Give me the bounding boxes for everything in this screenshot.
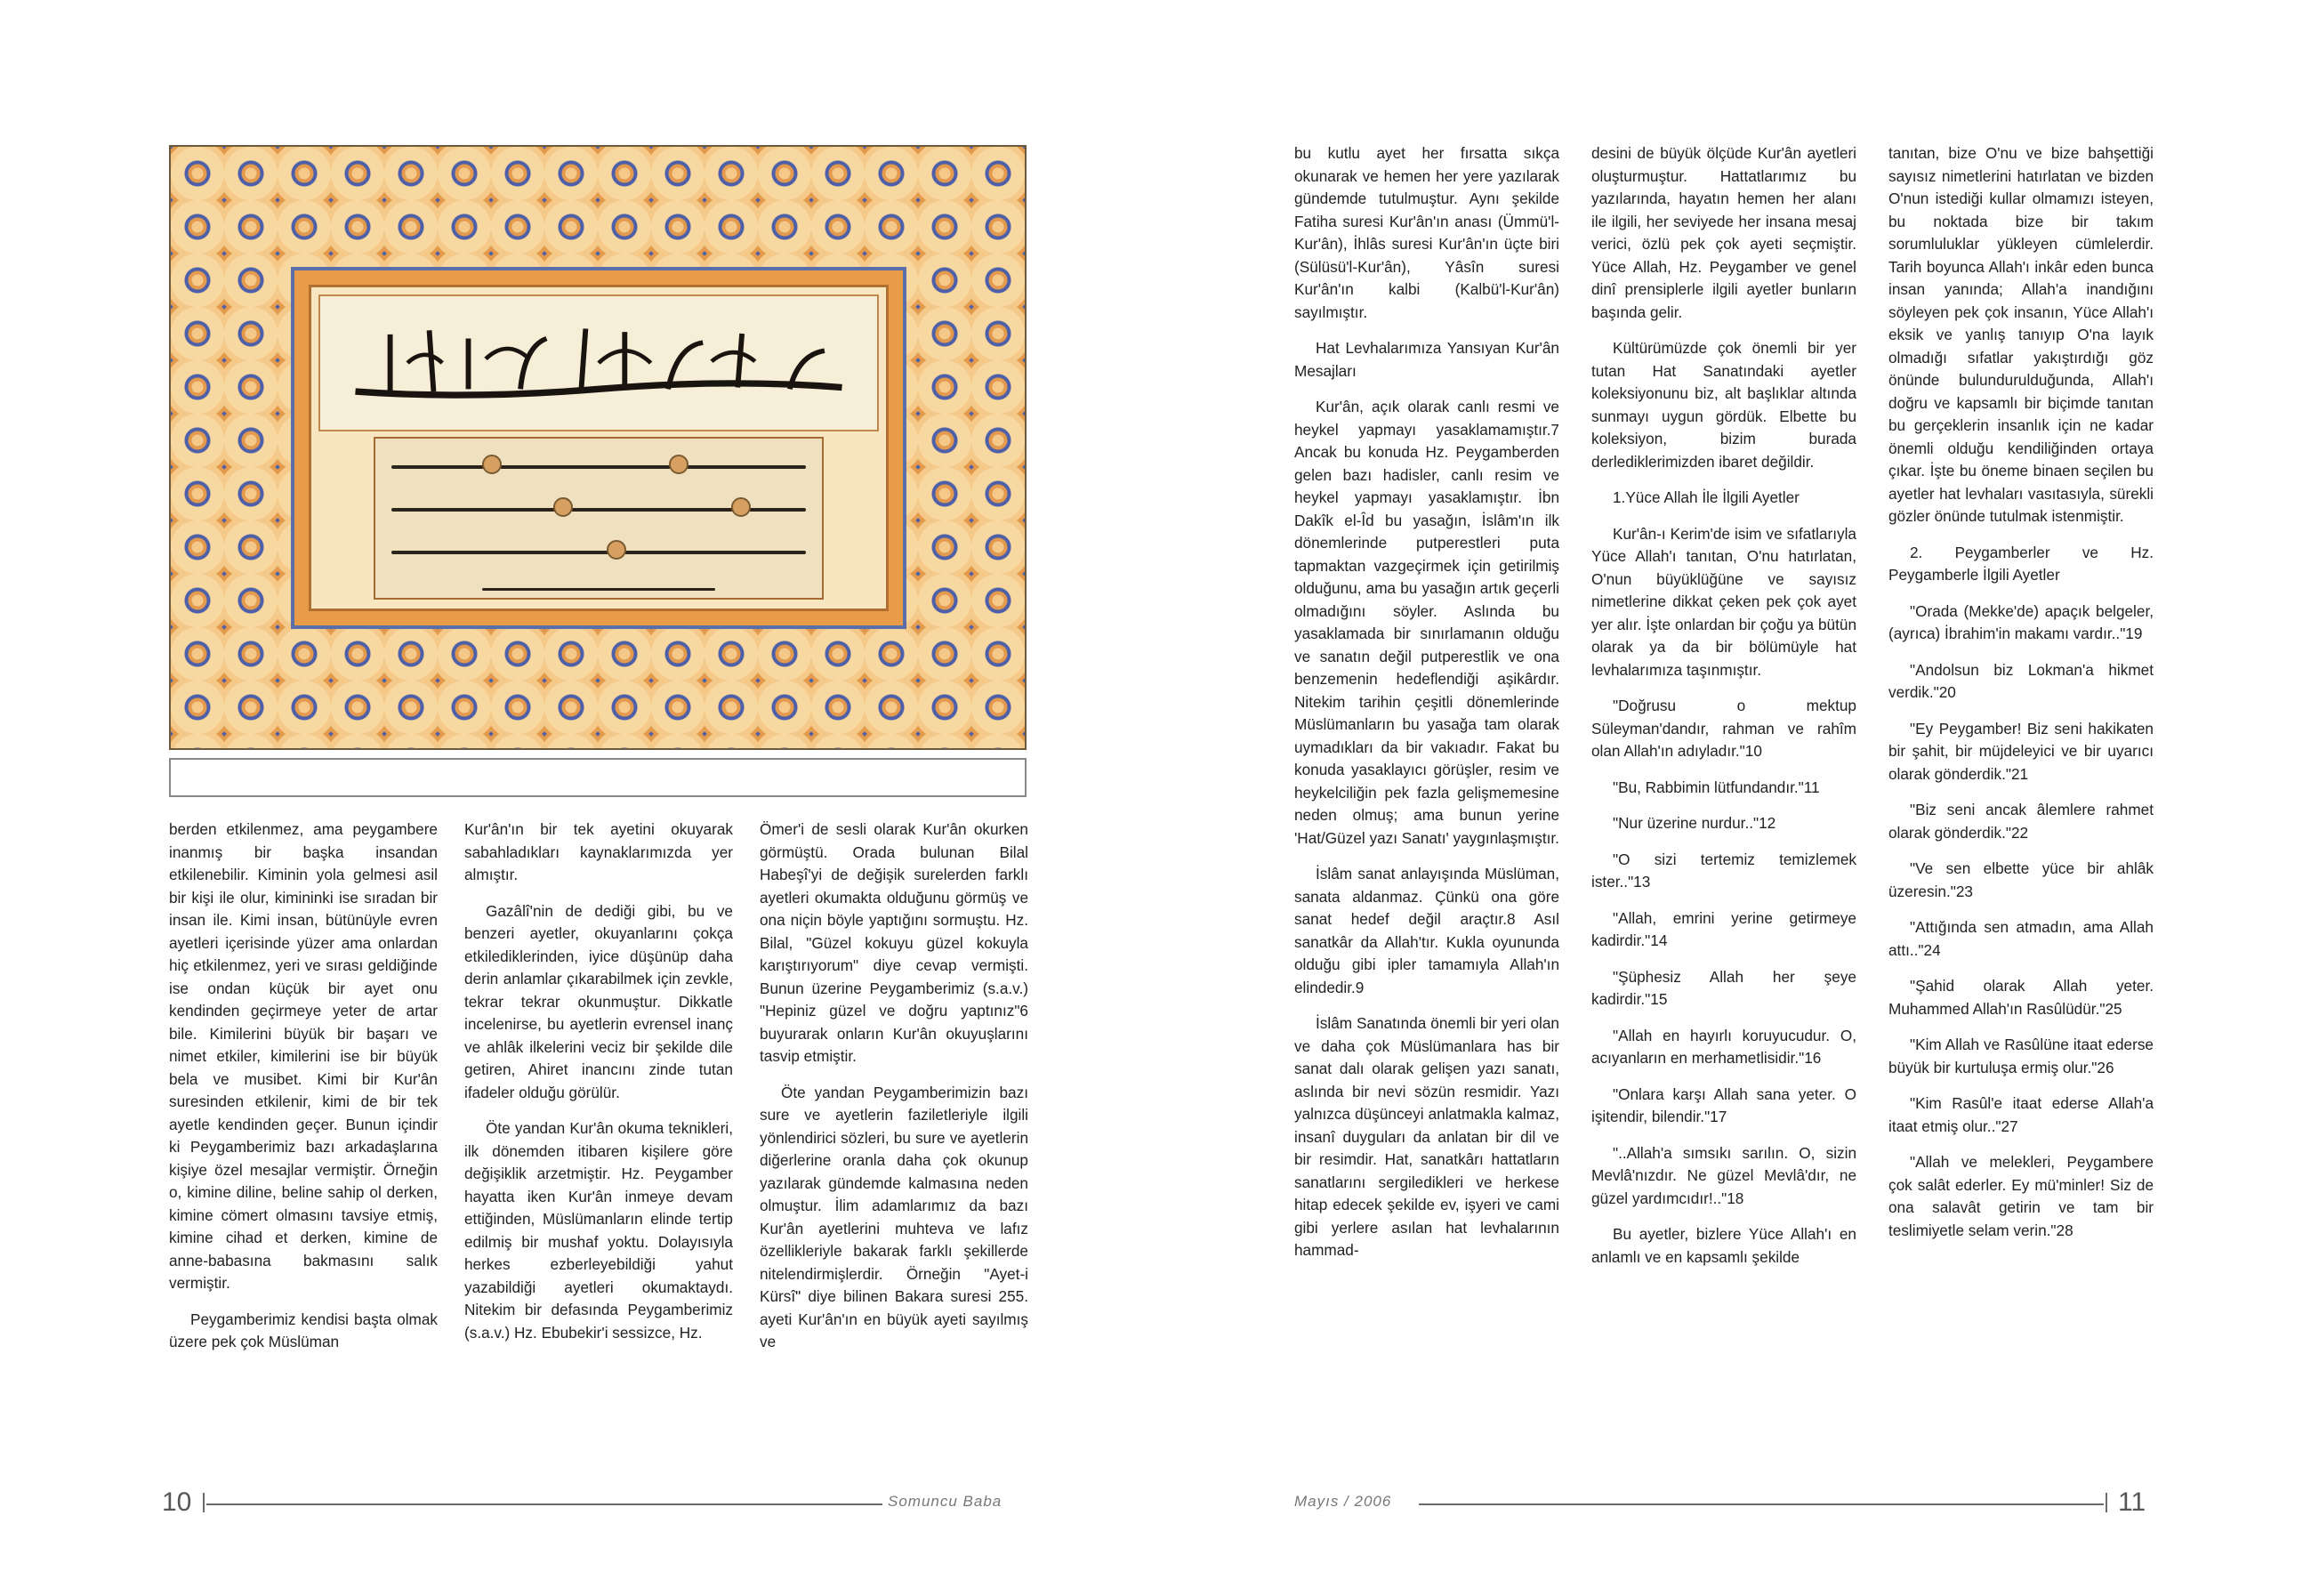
right-page (1156, 0, 2311, 1596)
magazine-name: Somuncu Baba (888, 1493, 1003, 1510)
paragraph: İslâm Sanatında önemli bir yeri olan ve daha çok Müslümanlara has bir sanat dalı olarak gelişen yazı sanatı, aslında bir nevi sözün resmidir. Yazı yalnızca düşünceyi anlatmakla kalmaz, insanî duyguları da anlatan bir dil ve bir resimdir. Hat, sanatkârı hattatların sanatlarını sergiledikleri ve herkese hitap edecek şekilde ev, işyeri ve cami gibi yerlere asılan hat levhalarının hammad- (1294, 1014, 1559, 1259)
basmala-panel (318, 294, 879, 431)
verse-marker-icon (669, 455, 688, 474)
left-column-1 (169, 818, 438, 1367)
paragraph: berden etkilenmez, ama peygambere inanmış bir başka insandan etkilenebilir. Kiminin yola gelmesi asil bir kişi ile olur, kimininki ise sıradan bir insan ile. Kimi insan, bütünüyle evren ayetleri içerisinde yüzer ama onlardan hiç etkilenmez, yeri ve sırası geldiğinde ise ondan küçük bir ayet onu kendinden geçirmeye yeter de artar bile. Kimilerini büyük bir başarı ve nimet etkiler, kimilerini ise bir büyük bela ve musibet. Kimi bir Kur'ân suresinden etkilenir, kimi de bir tek ayetle kendinden geçer. Bunun içindir ki Peygamberimiz bazı arkadaşlarına kişiye özel mesajlar vermiştir. Örneğin o, kimine diline, beline sahip ol derken, kimine cömert olmasını tavsiye etmiş, kimine cihad et derken, kimine de anne-babasına bakmasını salık vermiştir. (169, 820, 438, 1292)
quote: "Doğrusu o mektup Süleyman'dandır, rahman ve rahîm olan Allah'ın adıyladır."10 (1591, 697, 1856, 760)
quote: "Andolsun biz Lokman'a hikmet verdik."20 (1888, 660, 2154, 701)
section-heading: 2. Peygamberler ve Hz. Peygamberle İlgili Ayetler (1888, 543, 2154, 584)
issue-date: Mayıs / 2006 (1294, 1493, 1392, 1510)
basmala-calligraphy-icon (338, 314, 859, 412)
left-column-2 (464, 818, 733, 1358)
paragraph: desini de büyük ölçüde Kur'ân ayetleri oluşturmuştur. Hattatlarımız bu yazılarında, hayatın hemen her alanı ile ilgili, her seviyede her insana mesaj verici, özlü pek çok ayeti seçmiştir. Yüce Allah, Hz. Peygamber ve genel dinî prensiplerle ilgili ayetler bunların başında gelir. (1591, 144, 1856, 321)
footer-tick (203, 1493, 205, 1512)
footer-rule (206, 1503, 882, 1505)
verse-line (391, 551, 806, 554)
paragraph: Kur'ân-ı Kerim'de isim ve sıfatlarıyla Yüce Allah'ı tanıtan, O'nu hatırlatan, O'nun büyüklüğüne ve sayısız nimetlerine dikkat çeken pek çok ayet yer alır. İşte onlardan bir çoğu ya bütün olarak ya da bir bölümüyle hat levhalarımıza taşınmıştır. (1591, 524, 1856, 679)
right-column-1 (1294, 142, 1559, 1276)
verse-marker-icon (731, 497, 751, 517)
quote: "Allah ve melekleri, Peygambere çok salât ederler. Ey mü'minler! Siz de ona salavât getirin ve tam bir teslimiyetle selam verin."28 (1888, 1153, 2154, 1239)
quote: "Orada (Mekke'de) apaçık belgeler, (ayrıca) İbrahim'in makamı vardır.."19 (1888, 601, 2154, 642)
paragraph: Ömer'i de sesli olarak Kur'ân okurken görmüştü. Orada bulunan Bilal Habeşî'yi de değişik surelerden farklı ayetleri okumakta olduğunu görmüş ve ona niçin böyle yaptığını sormuştu. Hz. Bilal, "Güzel kokuyu güzel kokuyla karıştırıyorum" diye cevap vermişti. Bunun üzerine Peygamberimiz (s.a.v.) "Hepiniz güzel ve doğru yaptınız"6 buyurarak onların Kur'ân okuyuşlarını tasvip etmiştir. (760, 820, 1028, 1065)
right-column-3 (1888, 142, 2154, 1255)
quote: "Kim Rasûl'e itaat ederse Allah'a itaat etmiş olur.."27 (1888, 1094, 2154, 1135)
plate-frame (309, 285, 889, 611)
verse-marker-icon (553, 497, 573, 517)
paragraph: Peygamberimiz kendisi başta olmak üzere pek çok Müslüman (169, 1310, 438, 1350)
quote: "Şahid olarak Allah yeter. Muhammed Allah'ın Rasûlüdür."25 (1888, 977, 2154, 1018)
paragraph: İslâm sanat anlayışında Müslüman, sanata aldanmaz. Çünkü ona göre sanat hedef değil araçtır.8 Asıl sanatkâr da Allah'tır. Kukla oyununda olduğu gibi ipler tamamıyla Allah'ın elindedir.9 (1294, 865, 1559, 996)
quote: "Allah, emrini yerine getirmeye kadirdir."14 (1591, 908, 1856, 949)
quote: "Allah en hayırlı koruyucudur. O, acıyanların en merhametlisidir."16 (1591, 1026, 1856, 1067)
footer-rule (1419, 1503, 2104, 1505)
quote: "Kim Allah ve Rasûlüne itaat ederse büyük bir kurtuluşa ermiş olur."26 (1888, 1036, 2154, 1076)
calligraphy-plate (169, 145, 1027, 750)
basmala-calligraphy (338, 314, 859, 412)
paragraph: Öte yandan Peygamberimizin bazı sure ve ayetlerin faziletleriyle ilgili yönlendirici sözleri, bu sure ve ayetlerin diğerlerine oranla daha çok okunup yazılarak gündemde kalmasına neden olmuştur. İlim adamlarımız da bazı Kur'ân ayetlerini muhteva ve lafız özellikleriyle bakarak farklı şekillerde nitelendirmişlerdir. Örneğin "Ayet-i Kürsî" diye bilinen Bakara suresi 255. ayeti Kur'ân'ın en büyük ayeti sayılmış ve (760, 1083, 1028, 1350)
quote: "Biz seni ancak âlemlere rahmet olarak gönderdik."22 (1888, 801, 2154, 842)
verse-marker-icon (482, 455, 502, 474)
quote: "Ve sen elbette yüce bir ahlâk üzeresin."23 (1888, 859, 2154, 900)
quote: "Attığında sen atmadın, ama Allah attı.."24 (1888, 918, 2154, 959)
image-caption-box (169, 758, 1027, 797)
paragraph: Gazâlî'nin de dediği gibi, bu ve benzeri ayetler, okuyanlarını çokça etkilediklerinden, iyice düşünüp daha derin anlamlar çıkarabilmek için zevkle, tekrar tekrar okunmuştur. Dikkatle incelenirse, bu ayetlerin evrensel inanç ve ahlâk ilkelerini veciz bir şekilde dile getiren, Ahiret inancını zinde tutan ifadeler olduğu görülür. (464, 901, 733, 1101)
verse-line (391, 465, 806, 469)
paragraph: Bu ayetler, bizlere Yüce Allah'ı en anlamlı ve en kapsamlı şekilde (1591, 1225, 1856, 1266)
section-heading: Hat Levhalarımıza Yansıyan Kur'ân Mesajları (1294, 339, 1559, 380)
right-column-2 (1591, 142, 1856, 1282)
verse-marker-icon (607, 540, 626, 560)
paragraph: Kur'ân, açık olarak canlı resmi ve heykel yapmayı yasaklamamıştır.7 Ancak bu konuda Hz. Peygamberden gelen bazı hadisler, canlı resim ve heykel yapmayı yasaklamıştır. İbn Dakîk el-Îd bu yasağın, İslâm'ın ilk dönemlerinde putperestleri puta tapmaktan vazgeçirmek için getirilmiş olduğunu, ama bu yasağın artık geçerli olmadığını söyler. Aslında bu yasaklamada bir sınırlamanın olduğu ve sanatın değil putperestlik ve ona benzemenin hedeflendiği aşikârdır. Nitekim tarihin çeşitli dönemlerinde Müslümanların bu yasağa tam olarak uymadıkları da bir vakıadır. Fakat bu konuda yasaklayıcı görüşler, resim ve heykelciliğin pek fazla gelişmemesine neden olmuş; ama bunun yerine 'Hat/Güzel yazı Sanatı' yaygınlaşmıştır. (1294, 398, 1559, 847)
paragraph: tanıtan, bize O'nu ve bize bahşettiği sayısız nimetlerini hatırlatan ve bizden O'nun istediği kullar olmamızı isteyen, bu noktada bize bir takım sorumluluklar yükleyen cümlelerdir. Tarih boyunca Allah'ı inkâr eden bunca insan yanında; Allah'a inandığını söyleyen pek çok insanın, Yüce Allah'ı eksik ve yanlış tanıyıp O'na layık olmadığı sıfatlar yakıştırdığı göz önünde bulundurulduğunda, Allah'ı doğru ve kapsamlı bir biçimde tanıtan bu gerçeklerin insanlık için ne kadar önemli olduğu kendiliğinden ortaya çıkar. İşte bu öneme binaen seçilen bu ayetler hat levhaları vasıtasıyla, sürekli gözler önünde tutulmak istenmiştir. (1888, 144, 2154, 525)
quote: "Nur üzerine nurdur.."12 (1613, 814, 1776, 832)
paragraph: Kur'ân'ın bir tek ayetini okuyarak sabahladıkları kaynaklarımızda yer almıştır. (464, 820, 733, 883)
paragraph: Kültürümüzde çok önemli bir yer tutan Hat Sanatındaki ayetler koleksiyonunu biz, alt başlıklar altında sunmayı uygun gördük. Elbette bu koleksiyon, bizim burada derlediklerimizden ibaret değildir. (1591, 339, 1856, 471)
page-number: 11 (2118, 1487, 2146, 1517)
quote: "Ey Peygamber! Biz seni hakikaten bir şahit, bir müjdeleyici ve bir uyarıcı olarak gönderdik."21 (1888, 719, 2154, 783)
left-column-3 (760, 818, 1028, 1367)
paragraph: bu kutlu ayet her fırsatta sıkça okunarak ve hemen her yere yazılarak gündemde tutulmuştur. Aynı şekilde Fatiha suresi Kur'ân'ın anası (Ümmü'l-Kur'ân), İhlâs suresi Kur'ân'ın üçte biri (Sülüsü'l-Kur'ân), Yâsîn suresi Kur'ân'ın kalbi (Kalbü'l-Kur'ân) sayılmıştır. (1294, 144, 1559, 321)
quote: "..Allah'a sımsıkı sarılın. O, sizin Mevlâ'nızdır. Ne güzel Mevlâ'dır, ne güzel yardımcıdır!.."18 (1591, 1143, 1856, 1207)
quote: "Şüphesiz Allah her şeye kadirdir."15 (1591, 967, 1856, 1008)
footer-tick (2106, 1493, 2107, 1512)
quote: "Bu, Rabbimin lütfundandır."11 (1613, 778, 1820, 796)
plate-center-panel (291, 267, 906, 629)
quote: "O sizi tertemiz temizlemek ister.."13 (1591, 850, 1856, 891)
page-number: 10 (162, 1487, 192, 1517)
verses-panel (374, 437, 824, 600)
section-heading: 1.Yüce Allah İle İlgili Ayetler (1613, 488, 1800, 506)
signature-line (482, 588, 715, 591)
paragraph: Öte yandan Kur'ân okuma teknikleri, ilk dönemden itibaren kişilere göre değişiklik arzetmiştir. Hz. Peygamber hayatta iken Kur'ân inmeye devam ettiğinden, Müslümanların elinde tertip edilmiş bir mushaf yoktu. Dolayısıyla herkes ezberleyebildiği yahut yazabildiği ayetleri okumaktaydı. Nitekim bir defasında Peygamberimiz (s.a.v.) Hz. Ebubekir'i sessizce, Hz. (464, 1119, 733, 1342)
quote: "Onlara karşı Allah sana yeter. O işitendir, bilendir."17 (1591, 1084, 1856, 1125)
